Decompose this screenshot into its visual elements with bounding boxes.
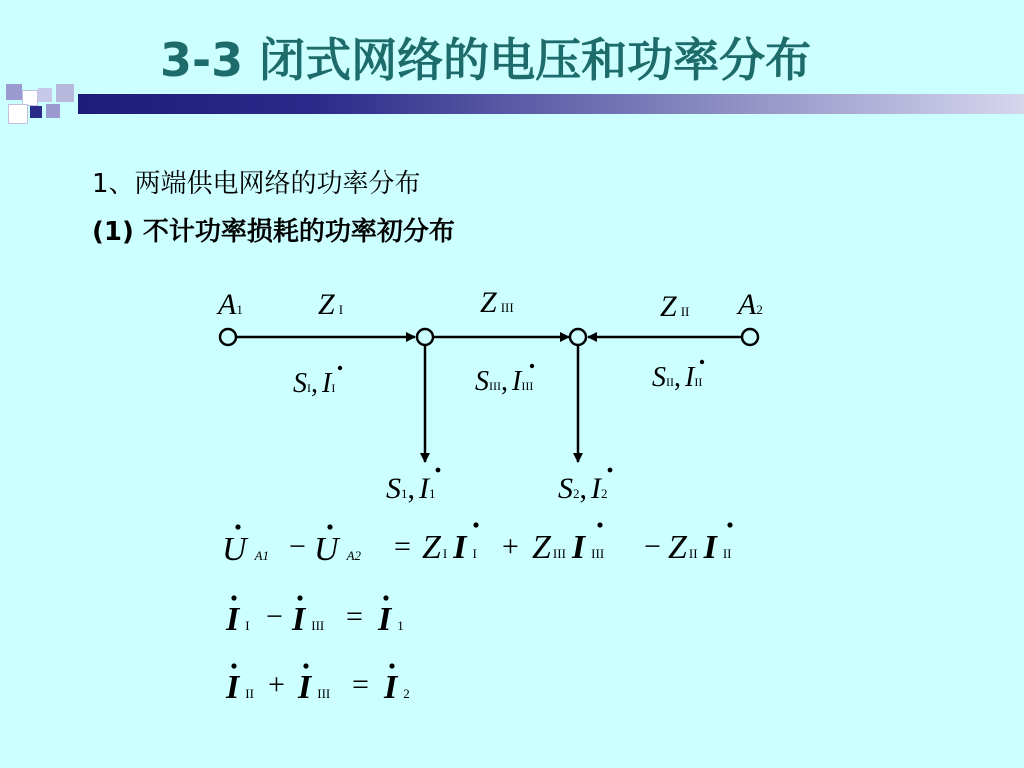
dot-flow-3 [530,364,534,368]
label-z1: Z I [318,288,344,321]
label-z2: ZII [660,290,690,323]
eq2-dot-1 [231,595,236,600]
eq3-i-c: I 2 [384,669,410,706]
eq1-plus: + [502,530,519,563]
eq3-dot-1 [231,663,236,668]
eq1-minus-1: − [289,530,306,563]
equation-1 [222,522,733,568]
eq1-dot-i1 [473,522,478,527]
eq1-dot-i3 [597,522,602,527]
eq1-z2-i2: ZII I II [668,529,732,566]
dot-flow-2 [700,360,704,364]
node-1 [417,329,433,345]
equation-3 [225,663,410,706]
node-a2 [742,329,758,345]
label-load-2: S2, I2 [558,472,608,505]
label-z3: ZIII [480,286,514,319]
section-heading: 1、两端供电网络的功率分布 [92,169,421,199]
dot-load-1 [436,468,441,473]
eq2-i-b: IIII [292,601,325,638]
eq1-z1-i1: Z I I I [422,529,477,566]
eq2-minus: − [266,600,283,633]
eq1-equals: = [394,530,411,563]
eq2-i-a: I I [226,601,250,638]
node-2 [570,329,586,345]
slide-title: 3-3 闭式网络的电压和功率分布 [160,33,812,87]
eq3-i-b: IIII [298,669,331,706]
dot-load-2 [608,468,613,473]
eq2-i-c: I 1 [378,601,404,638]
eq3-equals: = [352,668,369,701]
label-load-1: S1, I1 [386,472,436,505]
eq3-dot-2 [303,663,308,668]
label-flow-1: SI, II [293,368,336,399]
eq1-dot-i2 [727,522,732,527]
equation-2 [225,595,404,638]
eq1-u-a2: U A2 [314,531,362,568]
eq3-dot-3 [389,663,394,668]
eq1-dot-u1 [235,524,240,529]
eq3-plus: + [268,668,285,701]
subsection-heading: (1) 不计功率损耗的功率初分布 [92,217,455,247]
label-flow-3: SIII, IIII [475,366,534,397]
eq3-i-a: III [226,669,254,706]
eq2-dot-3 [383,595,388,600]
node-a1 [220,329,236,345]
eq1-dot-u2 [327,524,332,529]
label-flow-2: SII, III [652,362,703,393]
eq2-equals: = [346,600,363,633]
dot-flow-1 [338,366,342,370]
eq2-dot-2 [297,595,302,600]
eq1-minus-2: − [644,530,661,563]
label-a2: A2 [738,288,763,321]
eq1-u-a1: U A1 [222,531,270,568]
label-a1: A1 [218,288,243,321]
eq1-z3-i3: ZIII I III [532,529,605,566]
